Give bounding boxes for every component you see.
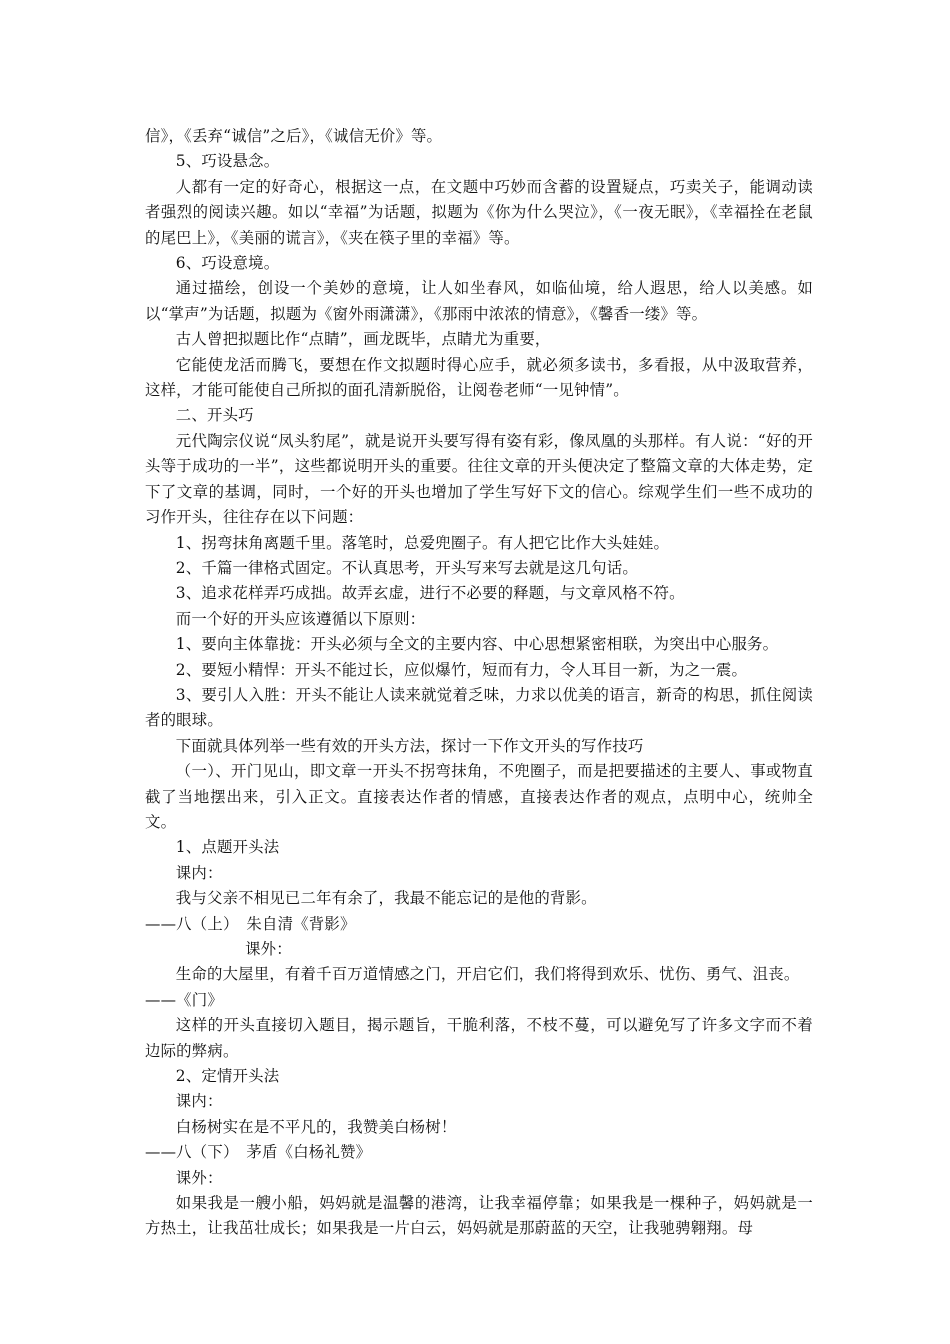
paragraph: 1、要向主体靠拢：开头必须与全文的主要内容、中心思想紧密相联，为突出中心服务。 bbox=[175, 635, 779, 654]
paragraph: 3、要引人入胜：开头不能让人读来就觉着乏味，力求以优美的语言，新奇的构思，抓住阅读者的眼球。 bbox=[145, 685, 813, 730]
paragraph: ——八（下） 茅盾《白杨礼赞》 bbox=[145, 1143, 372, 1162]
paragraph: ——《门》 bbox=[145, 990, 223, 1009]
paragraph: 6、巧设意境。 bbox=[175, 254, 280, 273]
paragraph: 白杨树实在是不平凡的，我赞美白杨树！ bbox=[175, 1117, 457, 1136]
paragraph: 元代陶宗仪说“凤头豹尾”，就是说开头要写得有姿有彩，像凤凰的头那样。有人说：“好的开头等于成功的一半”，这些都说明开头的重要。往往文章的开头便决定了整篇文章的大体走势，定下了文章的基调，同时，一个好的开头也增加了学生写好下文的信心。综观学生们一些不成功的习作开头，往往存在以下问题： bbox=[145, 431, 813, 527]
paragraph: ——八（上） 朱自清《背影》 bbox=[145, 914, 356, 933]
paragraph: 信》，《丢弃“诚信”之后》，《诚信无价》等。 bbox=[145, 127, 443, 145]
paragraph: 这样的开头直接切入题目，揭示题旨，干脆利落，不枝不蔓，可以避免写了许多文字而不着边际的弊病。 bbox=[145, 1016, 813, 1060]
paragraph: 1、点题开头法 bbox=[175, 838, 280, 857]
paragraph: 古人曾把拟题比作“点睛”，画龙既毕，点睛尤为重要， bbox=[175, 330, 551, 349]
paragraph: 2、要短小精悍：开头不能过长，应似爆竹，短而有力，令人耳目一新，为之一震。 bbox=[175, 660, 748, 679]
paragraph: 课外： bbox=[175, 1168, 223, 1187]
paragraph: 课外： bbox=[245, 940, 292, 958]
paragraph: 1、拐弯抹角离题千里。落笔时，总爱兜圈子。有人把它比作大头娃娃。 bbox=[175, 533, 670, 552]
paragraph: 而一个好的开头应该遵循以下原则： bbox=[175, 609, 426, 628]
paragraph: 通过描绘，创设一个美妙的意境，让人如坐春风，如临仙境，给人遐思，给人以美感。如以“掌声”为话题，拟题为《窗外雨潇潇》，《那雨中浓浓的情意》，《馨香一缕》等。 bbox=[145, 279, 813, 323]
paragraph: 我与父亲不相见已二年有余了，我最不能忘记的是他的背影。 bbox=[175, 889, 597, 908]
paragraph: 下面就具体列举一些有效的开头方法，探讨一下作文开头的写作技巧 bbox=[175, 736, 644, 755]
paragraph: 如果我是一艘小船，妈妈就是温馨的港湾，让我幸福停靠；如果我是一棵种子，妈妈就是一方热土，让我茁壮成长；如果我是一片白云，妈妈就是那蔚蓝的天空，让我驰骋翱翔。母 bbox=[145, 1194, 813, 1238]
paragraph: 人都有一定的好奇心，根据这一点，在文题中巧妙而含蓄的设置疑点，巧卖关子，能调动读者强烈的阅读兴趣。如以“幸福”为话题，拟题为《你为什么哭泣》，《一夜无眠》，《幸福拴在老鼠的尾巴上》，《美丽的谎言》，《夹在筷子里的幸福》等。 bbox=[145, 177, 813, 247]
paragraph: 课内： bbox=[175, 863, 223, 882]
document-body bbox=[145, 124, 813, 1242]
paragraph: （一）、开门见山，即文章一开头不拐弯抹角，不兜圈子，而是把要描述的主要人、事或物直截了当地摆出来，引入正文。直接表达作者的情感，直接表达作者的观点，点明中心，统帅全文。 bbox=[145, 762, 813, 831]
paragraph: 它能使龙活而腾飞，要想在作文拟题时得心应手，就必须多读书，多看报，从中汲取营养，这样，才能可能使自己所拟的面孔清新脱俗，让阅卷老师“一见钟情”。 bbox=[145, 355, 813, 400]
paragraph: 5、巧设悬念。 bbox=[175, 152, 280, 171]
paragraph: 二、开头巧 bbox=[175, 406, 254, 425]
paragraph: 3、追求花样弄巧成拙。故弄玄虚，进行不必要的释题，与文章风格不符。 bbox=[175, 584, 685, 603]
paragraph: 2、定情开头法 bbox=[175, 1067, 280, 1086]
paragraph: 2、千篇一律格式固定。不认真思考，开头写来写去就是这几句话。 bbox=[175, 558, 638, 577]
paragraph: 生命的大屋里，有着千百万道情感之门，开启它们，我们将得到欢乐、忧伤、勇气、沮丧。 bbox=[175, 965, 800, 984]
paragraph: 课内： bbox=[175, 1092, 223, 1111]
